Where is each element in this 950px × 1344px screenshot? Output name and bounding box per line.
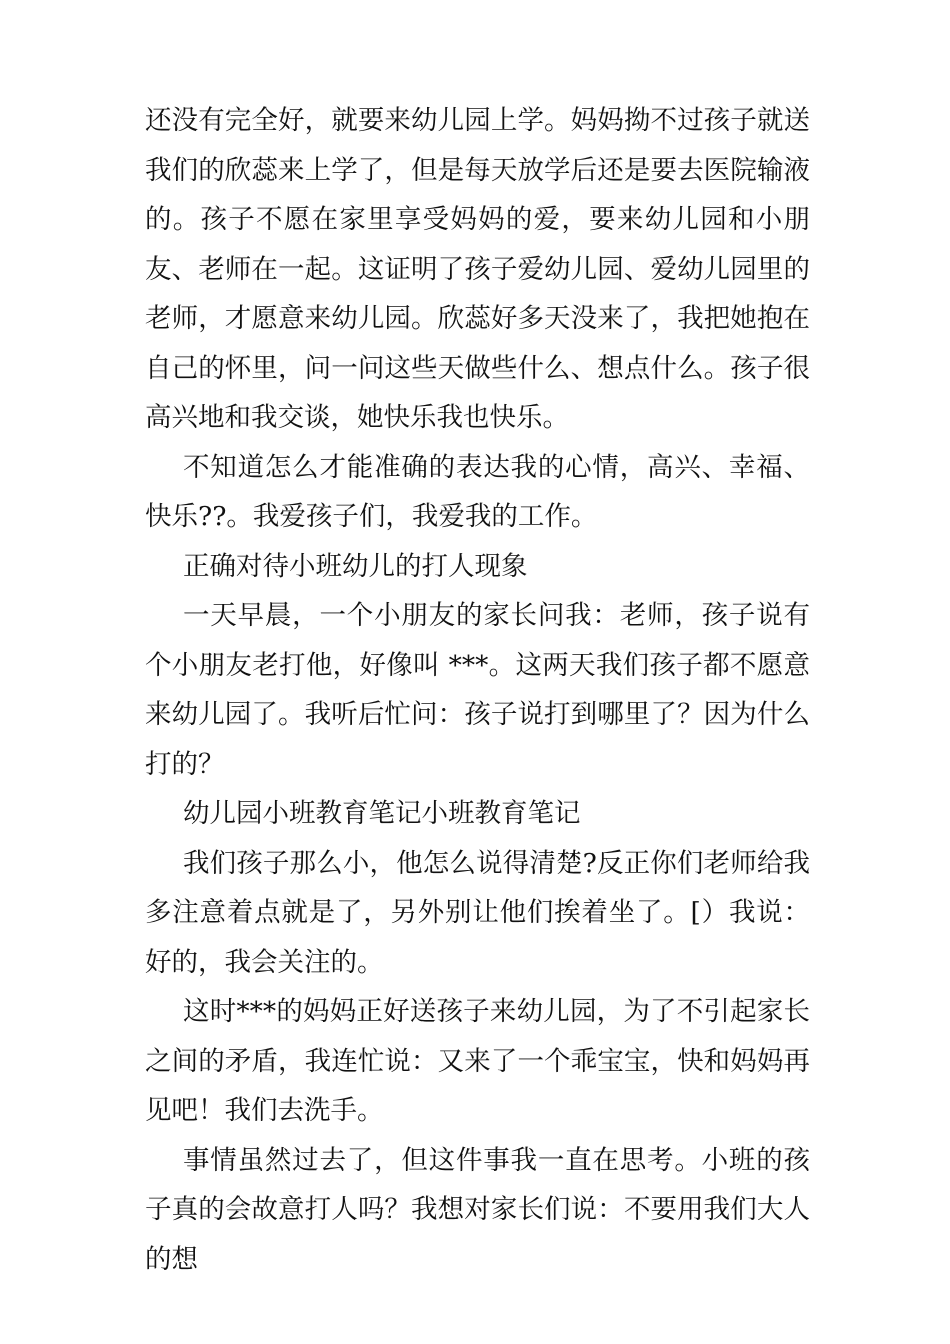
- section-heading-notes: 幼儿园小班教育笔记小班教育笔记: [183, 798, 581, 829]
- paragraph-3: 一天早晨，一个小朋友的家长问我：老师，孩子说有个小朋友老打他，好像叫 ***。这两天我们孩子都不愿意来幼儿园了。我听后忙问：孩子说打到哪里了？因为什么打的？: [145, 600, 810, 780]
- paragraph-6: 事情虽然过去了，但这件事我一直在思考。小班的孩子真的会故意打人吗？我想对家长们说：不要用我们大人的想: [145, 1144, 810, 1275]
- paragraph-2: 不知道怎么才能准确的表达我的心情，高兴、幸福、快乐??。我爱孩子们，我爱我的工作。: [145, 451, 810, 532]
- document-body: [145, 96, 810, 1284]
- paragraph-4: 我们孩子那么小，他怎么说得清楚?反正你们老师给我多注意着点就是了，另外别让他们挨着坐了。[）我说：好的，我会关注的。: [145, 847, 810, 978]
- paragraph-5: 这时***的妈妈正好送孩子来幼儿园，为了不引起家长之间的矛盾，我连忙说：又来了一个乖宝宝，快和妈妈再见吧！我们去洗手。: [145, 996, 810, 1126]
- paragraph-1: 还没有完全好，就要来幼儿园上学。妈妈拗不过孩子就送我们的欣蕊来上学了，但是每天放学后还是要去医院输液的。孩子不愿在家里享受妈妈的爱，要来幼儿园和小朋友、老师在一起。这证明了孩子爱幼儿园、爱幼儿园里的老师，才愿意来幼儿园。欣蕊好多天没来了，我把她抱在自己的怀里，问一问这些天做些什么、想点什么。孩子很高兴地和我交谈，她快乐我也快乐。: [145, 105, 810, 433]
- section-heading-hitting: 正确对待小班幼儿的打人现象: [183, 550, 528, 582]
